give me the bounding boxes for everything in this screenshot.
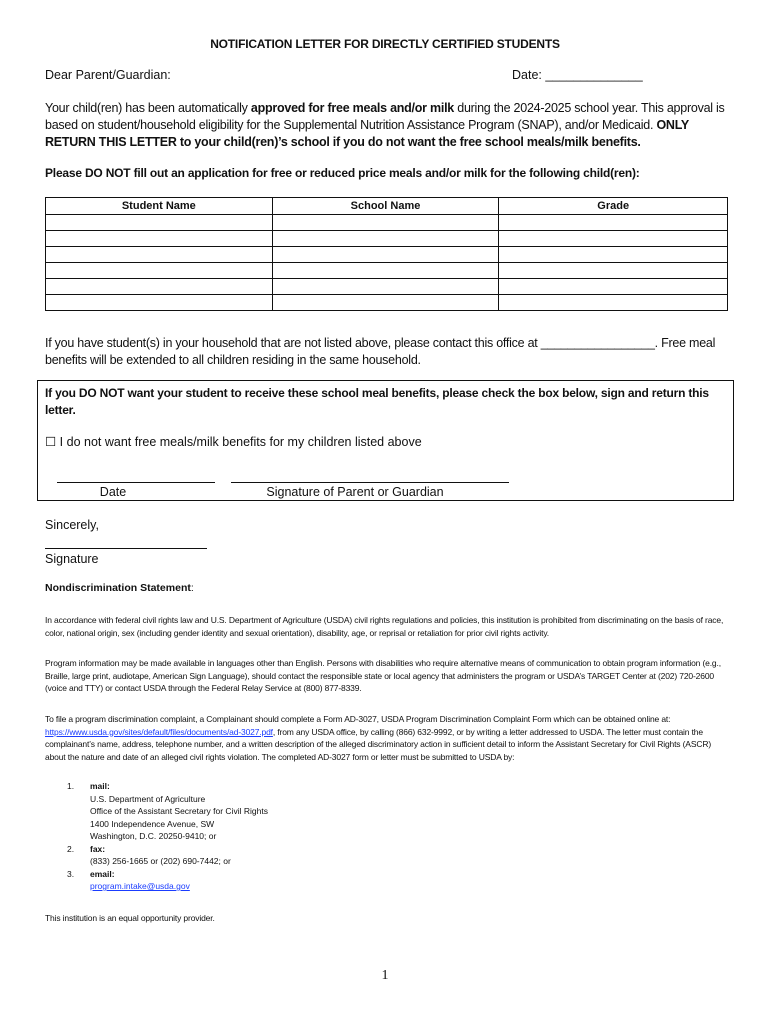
closing-signature-caption: Signature [45,552,99,566]
intro-paragraph [45,100,730,151]
list-item [45,868,268,893]
mail-line: Office of the Assistant Secretary for Civil Rights [90,806,268,816]
school-name-cell[interactable] [272,215,499,231]
student-name-cell[interactable] [46,279,273,295]
parent-signature-line[interactable] [231,482,509,483]
header-grade: Grade [499,198,728,215]
list-number: 1. [67,781,75,791]
list-number: 2. [67,843,75,854]
table-header-row [46,198,728,215]
student-name-cell[interactable] [46,247,273,263]
table-row [46,279,728,295]
school-name-cell[interactable] [272,263,499,279]
school-name-cell[interactable] [272,231,499,247]
grade-cell[interactable] [499,215,728,231]
table-row [46,215,728,231]
list-item [45,843,268,868]
mail-line: Washington, D.C. 20250-9410; or [90,831,217,841]
letter-title: NOTIFICATION LETTER FOR DIRECTLY CERTIFIED STUDENTS [210,37,560,51]
student-name-cell[interactable] [46,215,273,231]
date-signature-line[interactable] [57,482,215,483]
grade-cell[interactable] [499,231,728,247]
student-name-cell[interactable] [46,263,273,279]
date-field: Date: ______________ [512,68,643,82]
intro-bold-1: approved for free meals and/or milk [250,101,455,115]
school-name-cell[interactable] [272,279,499,295]
list-number: 3. [67,868,75,879]
table-row [46,247,728,263]
not-listed-paragraph: If you have student(s) in your household that are not listed above, please contact this office at _________________. Free meal benefits will be extended to all children residing in the same household. [45,336,716,367]
fax-label: fax: [90,843,106,854]
sincerely-text: Sincerely, [45,518,99,532]
nondiscrimination-paragraph-2: Program information may be made available in languages other than English. Persons with disabilities who require alternative means of communication to obtain program information (e.g., Braille, large print, audiotape, American Sign Language), should contact the responsible state or local agency that administers the program or USDA’s TARGET Center at (202) 720-2600 (voice and TTY) or contact USDA through the Federal Relay Service at (800) 877-8339. [45,658,721,693]
table-row [46,295,728,311]
list-item [45,780,268,843]
optout-checkbox[interactable]: ☐ I do not want free meals/milk benefits for my children listed above [45,435,422,449]
school-name-cell[interactable] [272,295,499,311]
header-student-name: Student Name [46,198,273,215]
email-label: email: [90,868,115,879]
email-link[interactable]: program.intake@usda.gov [90,881,190,891]
mail-label: mail: [90,781,110,791]
complaint-text-2: , from any USDA office, by calling (866) 632-9992, or by writing a letter addressed to USDA. The letter must contain the complainant’s name, address, telephone number, and a written description of the alleged discriminatory action in sufficient detail to inform the Assistant Secretary for Civil Rights (ASCR) about the nature and date of an alleged civil rights violation. The completed AD-3027 form or letter must be submitted to USDA by: [45,726,711,762]
grade-cell[interactable] [499,279,728,295]
intro-text-1: Your child(ren) has been automatically [45,101,251,115]
intro-bold-2: ONLY RETURN THIS LETTER to your child(ren)’s school if you do not want the free school meals/milk benefits. [45,118,689,149]
header-school-name: School Name [272,198,499,215]
nondiscrimination-paragraph-3 [45,713,730,763]
nondiscrimination-heading [45,582,194,594]
optout-heading: If you DO NOT want your student to receive these school meal benefits, please check the box below, sign and return this letter. [45,386,709,417]
submission-methods-list [45,780,268,893]
complaint-text-1: To file a program discrimination complaint, a Complainant should complete a Form AD-3027, USDA Program Discrimination Complaint Form which can be obtained online at: [45,714,671,724]
nondiscrimination-heading-text: Nondiscrimination Statement [45,582,191,594]
closing-signature-line[interactable] [45,548,207,549]
complaint-form-link[interactable]: https://www.usda.gov/sites/default/files/documents/ad-3027.pdf [45,726,273,737]
school-name-cell[interactable] [272,247,499,263]
parent-signature-caption: Signature of Parent or Guardian [266,485,444,499]
mail-line: 1400 Independence Avenue, SW [90,818,215,829]
students-table [45,197,728,311]
date-caption: Date [99,485,127,499]
greeting: Dear Parent/Guardian: [45,68,171,82]
intro-text-2: during the 2024-2025 school year. This approval is based on student/household eligibility for the Supplemental Nutrition Assistance Program (SNAP), and/or Medicaid. [45,101,725,132]
nondiscrimination-paragraph-1: In accordance with federal civil rights law and U.S. Department of Agriculture (USDA) civil rights regulations and policies, this institution is prohibited from discriminating on the basis of race, color, national origin, sex (including gender identity and sexual orientation), disability, age, or reprisal or retaliation for prior civil rights activity. [45,615,724,638]
nondiscrimination-heading-colon: : [190,582,194,594]
grade-cell[interactable] [499,295,728,311]
student-name-cell[interactable] [46,231,273,247]
table-row [46,231,728,247]
page-number: 1 [381,968,389,983]
mail-line: U.S. Department of Agriculture [90,793,206,804]
equal-opportunity-statement: This institution is an equal opportunity provider. [45,913,215,923]
table-row [46,263,728,279]
grade-cell[interactable] [499,247,728,263]
warning-text: Please DO NOT fill out an application for free or reduced price meals and/or milk for the following child(ren): [45,166,640,180]
student-name-cell[interactable] [46,295,273,311]
grade-cell[interactable] [499,263,728,279]
fax-numbers: (833) 256-1665 or (202) 690-7442; or [90,856,231,866]
